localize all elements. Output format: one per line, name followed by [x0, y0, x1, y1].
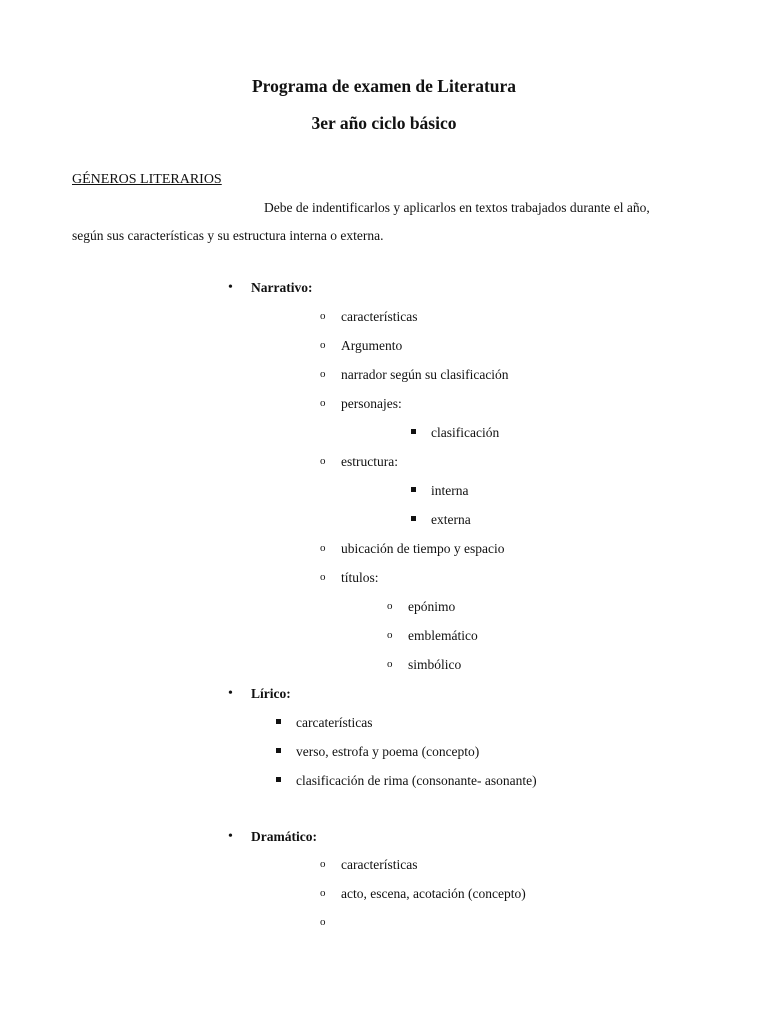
section-heading: GÉNEROS LITERARIOS: [72, 172, 222, 187]
disc-bullet-icon: •: [228, 829, 233, 844]
list-item: verso, estrofa y poema (concepto): [296, 744, 480, 759]
disc-bullet-icon: •: [228, 280, 233, 295]
intro-line-2: según sus características y su estructura interna o externa.: [72, 228, 384, 243]
square-bullet-icon: [276, 748, 281, 753]
document-subtitle: 3er año ciclo básico: [311, 113, 457, 133]
square-bullet-icon: [276, 777, 281, 782]
circle-bullet-icon: o: [320, 571, 326, 583]
genre-lirico-label: Lírico:: [251, 686, 291, 701]
list-item: características: [341, 857, 418, 872]
square-bullet-icon: [411, 429, 416, 434]
list-item: acto, escena, acotación (concepto): [341, 886, 526, 901]
circle-bullet-icon: o: [320, 542, 326, 554]
list-item: personajes:: [341, 396, 402, 411]
circle-bullet-icon: o: [320, 397, 326, 409]
list-item: simbólico: [408, 657, 462, 672]
list-item: clasificación de rima (consonante- asonante): [296, 773, 537, 788]
circle-bullet-icon: o: [320, 310, 326, 322]
list-item: emblemático: [408, 628, 478, 643]
circle-bullet-icon: o: [320, 368, 326, 380]
list-item: externa: [431, 512, 471, 527]
disc-bullet-icon: •: [228, 686, 233, 701]
circle-bullet-icon: o: [387, 658, 393, 670]
circle-bullet-icon: o: [320, 858, 326, 870]
list-item: ubicación de tiempo y espacio: [341, 541, 505, 556]
document-title: Programa de examen de Literatura: [251, 76, 517, 96]
intro-line-1: Debe de indentificarlos y aplicarlos en textos trabajados durante el año,: [264, 200, 650, 215]
circle-bullet-icon: o: [387, 629, 393, 641]
circle-bullet-icon: o: [387, 600, 393, 612]
list-item: características: [341, 309, 418, 324]
circle-bullet-icon: o: [320, 887, 326, 899]
circle-bullet-icon: o: [320, 455, 326, 467]
list-item: epónimo: [408, 599, 456, 614]
list-item: clasificación: [431, 425, 500, 440]
list-item: narrador según su clasificación: [341, 367, 509, 382]
circle-bullet-icon: o: [320, 916, 326, 928]
list-item: carcaterísticas: [296, 715, 373, 730]
genre-dramatico-label: Dramático:: [251, 829, 317, 844]
list-item: interna: [431, 483, 469, 498]
square-bullet-icon: [411, 516, 416, 521]
genre-narrativo-label: Narrativo:: [251, 280, 313, 295]
circle-bullet-icon: o: [320, 339, 326, 351]
square-bullet-icon: [276, 719, 281, 724]
list-item: estructura:: [341, 454, 398, 469]
list-item: Argumento: [341, 338, 403, 353]
list-item: títulos:: [341, 570, 379, 585]
square-bullet-icon: [411, 487, 416, 492]
